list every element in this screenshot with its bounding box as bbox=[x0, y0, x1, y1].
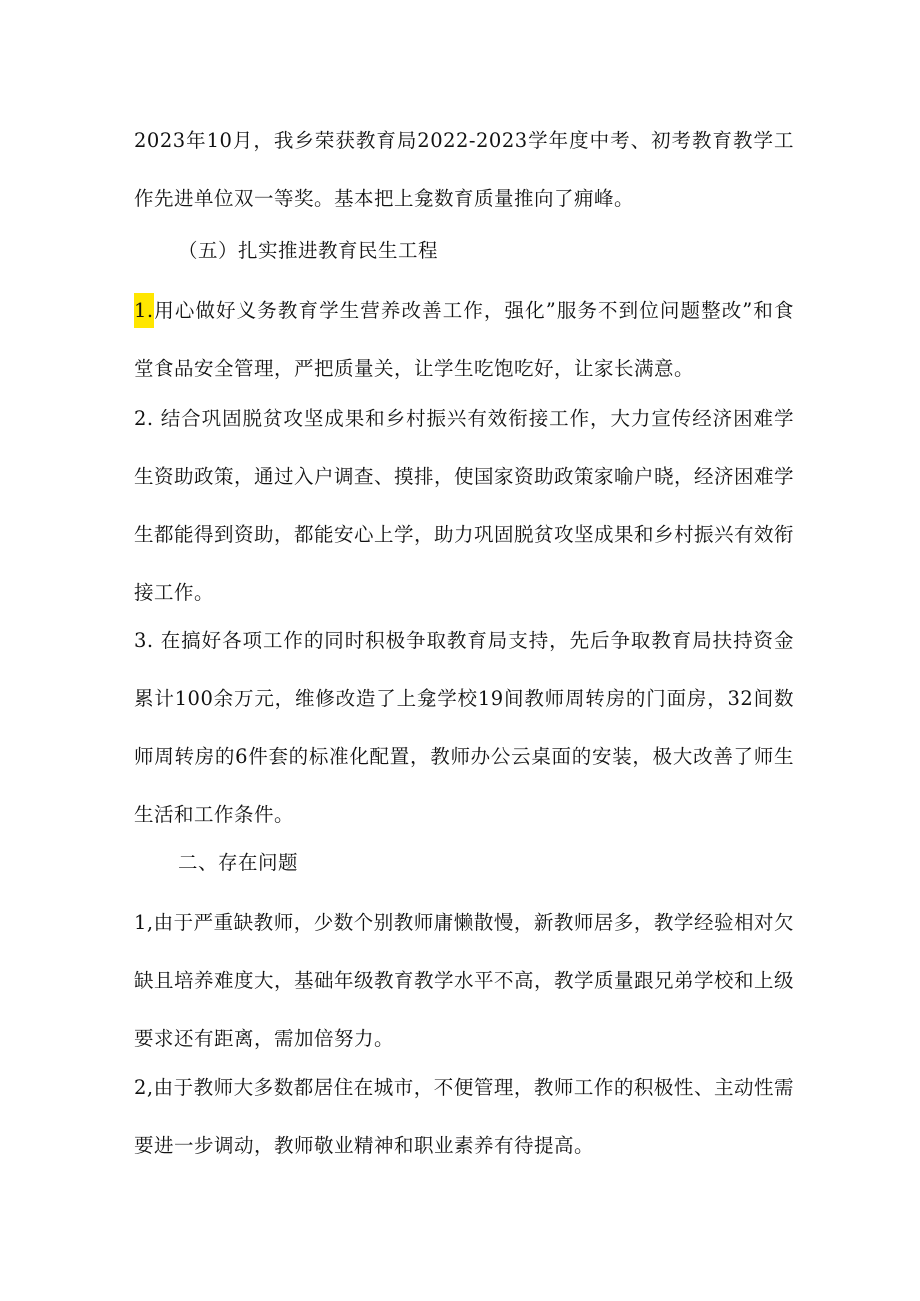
paragraph-problem-1: 1,由于严重缺教师，少数个别教师庸懒散慢，新教师居多，教学经验相对欠缺且培养难度大，基础年级教育教学水平不高，教学质量跟兄弟学校和上级要求还有距离，需加倍努力。 bbox=[134, 911, 795, 1050]
paragraph-problem-2: 2,由于教师大多数都居住在城市，不便管理，教师工作的积极性、主动性需要进一步调动，教师敬业精神和职业素养有待提高。 bbox=[134, 1076, 794, 1157]
paragraph-nutrition-text: 用心做好义务教育学生营养改善工作，强化”服务不到位问题整改”和食堂食品安全管理，严把质量关，让学生吃饱吃好，让家长满意。 bbox=[134, 299, 794, 380]
paragraph-award: 2023年10月，我乡荣获教育局2022-2023学年度中考、初考教育教学工作先进单位双一等奖。基本把上龛数育质量推向了痈峰。 bbox=[134, 129, 794, 210]
paragraph-student-aid: 2. 结合巩固脱贫攻坚成果和乡村振兴有效衔接工作，大力宣传经济困难学生资助政策，通过入户调查、摸排，使国家资助政策家喻户晓，经济困难学生都能得到资助，都能安心上学，助力巩固脱贫攻坚成果和乡村振兴有效衔接工作。 bbox=[134, 407, 795, 604]
highlighted-number: 1. bbox=[134, 293, 154, 328]
paragraph-funding: 3. 在搞好各项工作的同时积极争取教育局支持，先后争取教育局扶持资金累计100余万元，维修改造了上龛学校19间教师周转房的门面房，32间数师周转房的6件套的标准化配置，教师办公云桌面的安装，极大改善了师生生活和工作条件。 bbox=[134, 629, 794, 826]
section-heading-problems: 二、存在问题 bbox=[178, 851, 299, 874]
paragraph-nutrition bbox=[134, 282, 794, 398]
section-heading-livelihood: （五）扎实推进教育民生工程 bbox=[178, 239, 439, 262]
